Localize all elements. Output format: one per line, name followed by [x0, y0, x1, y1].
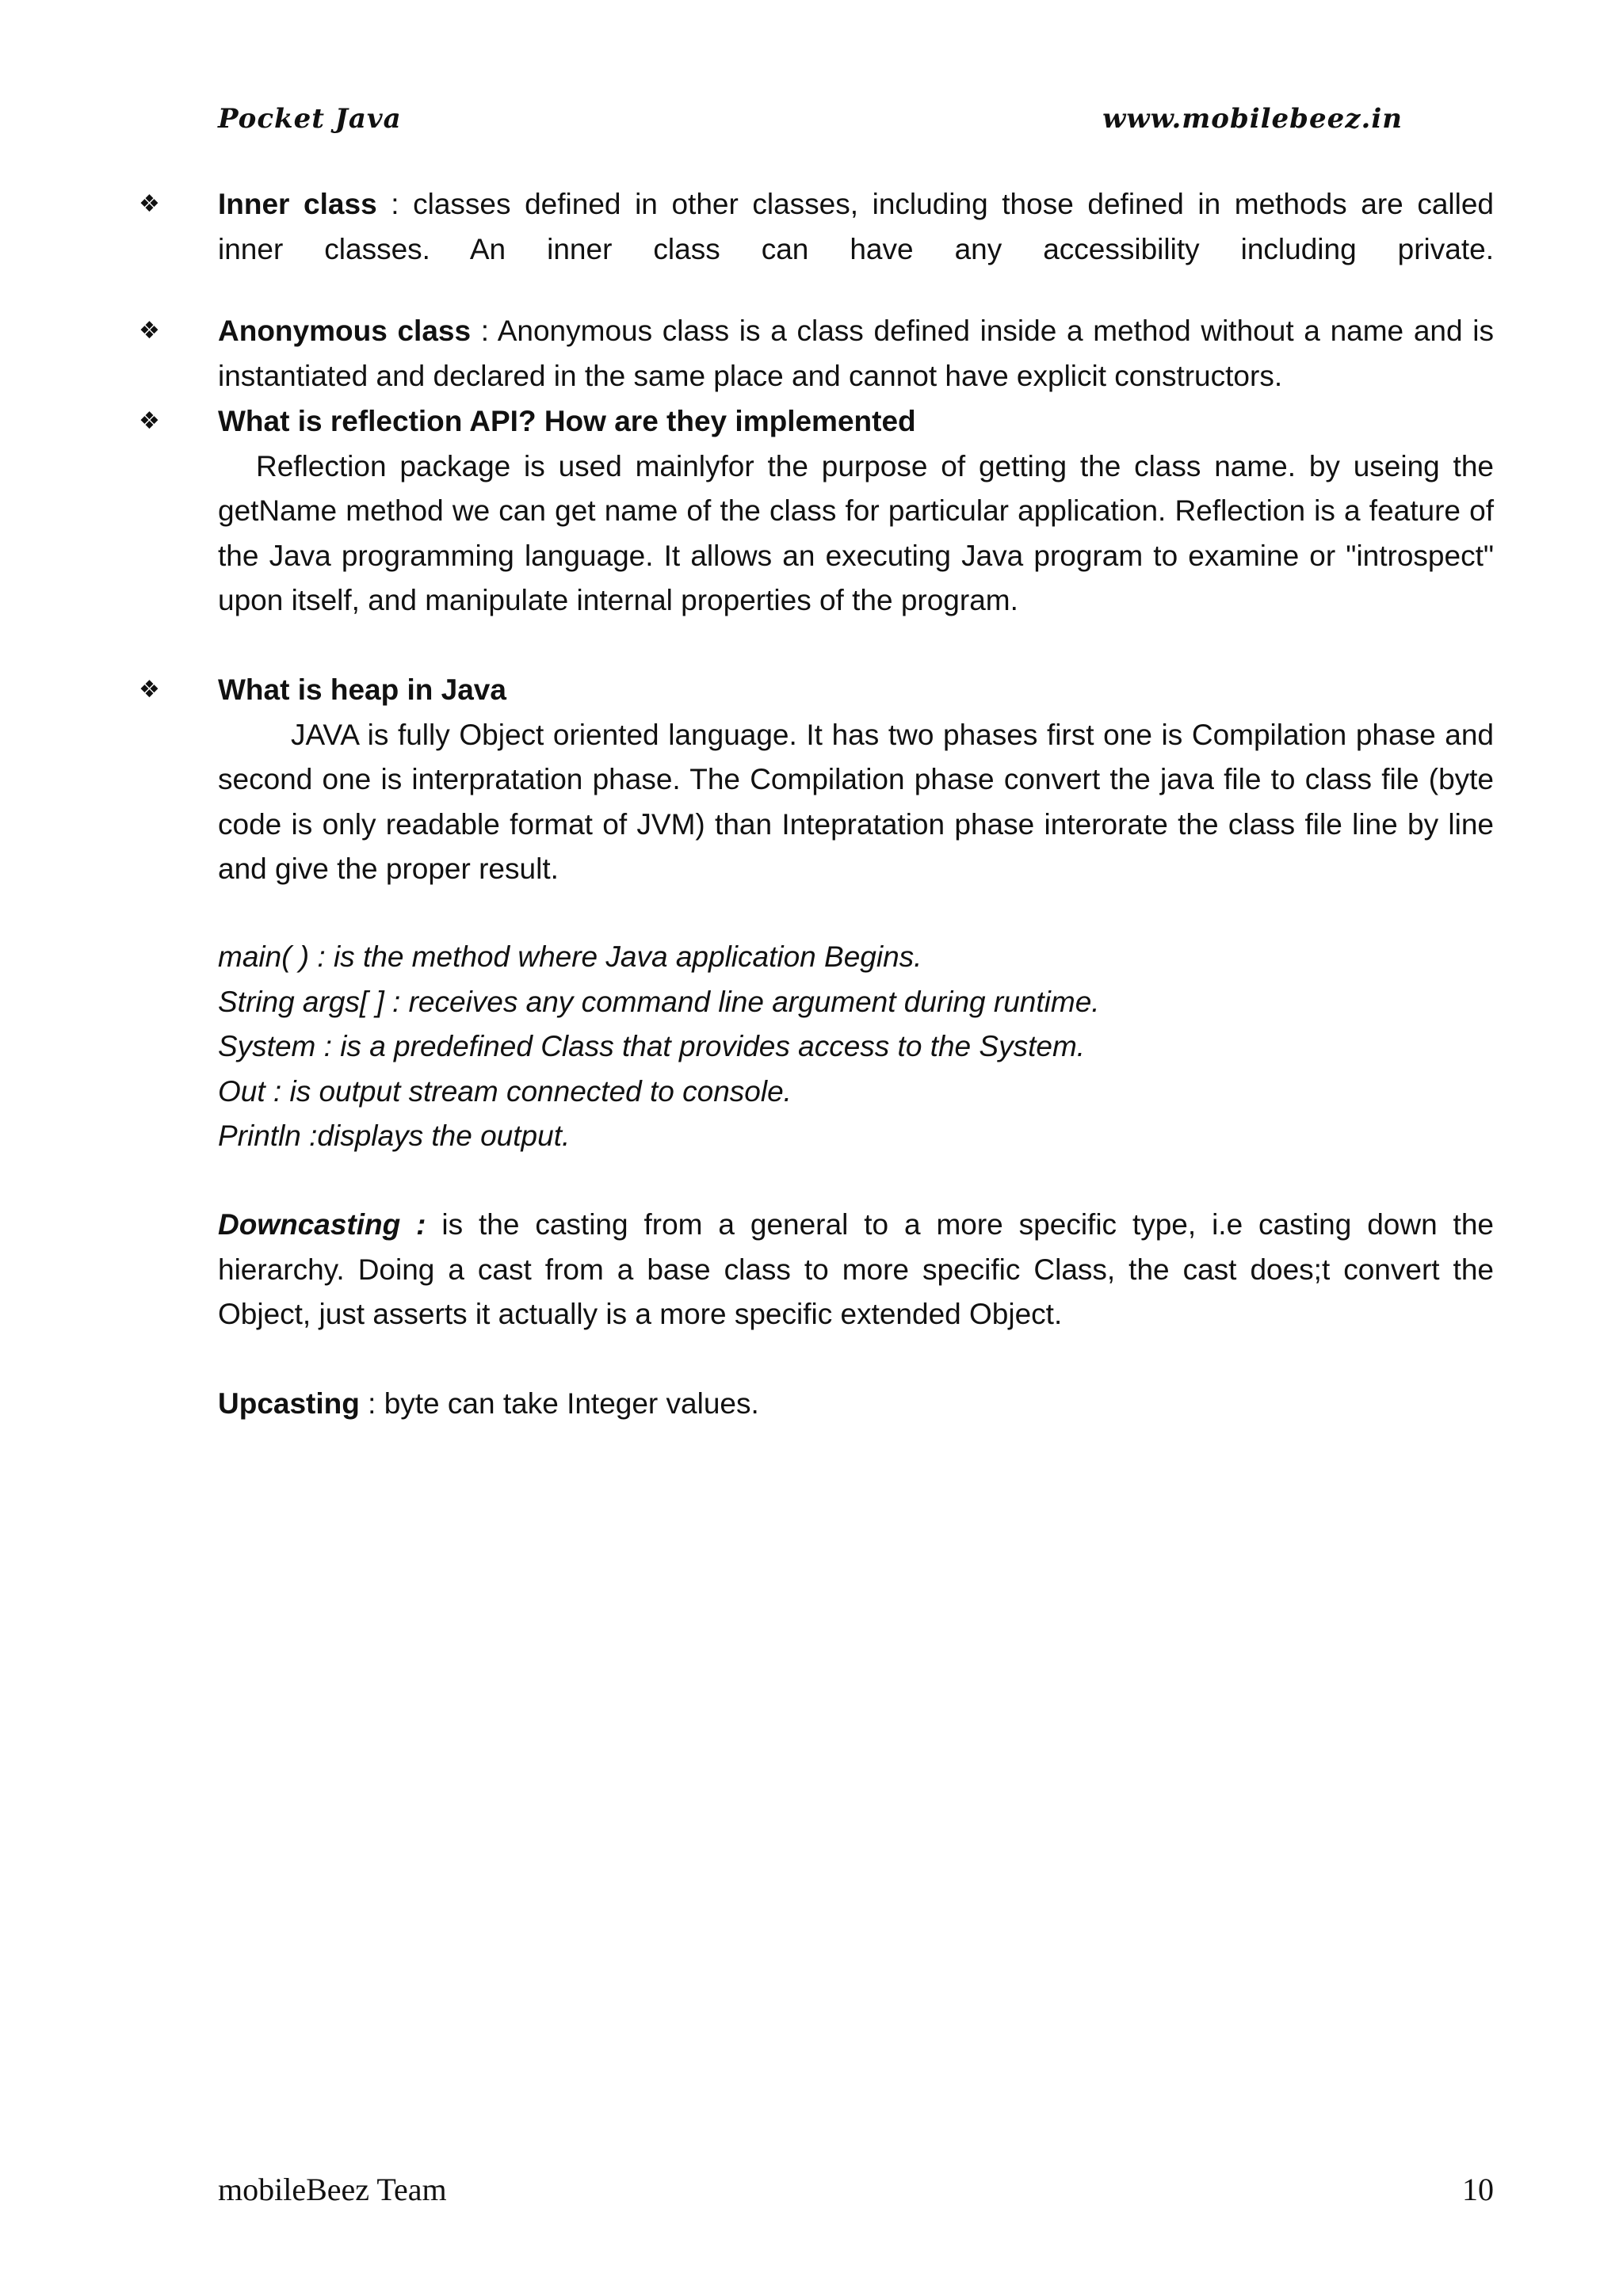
heap-text: JAVA is fully Object oriented language. It has two phases first one is Compilation phase and second one is interpratation phase. The Compilation phase convert the java file to class file (byte code is only readable format of JVM) than Intepratation phase interorate the class file line by line and give the proper result.: [218, 718, 1494, 885]
heap-heading: What is heap in Java: [218, 673, 506, 706]
diamond-bullet-icon: ❖: [139, 317, 160, 345]
heap-paragraph: [218, 713, 1494, 892]
definition-main: main( ) : is the method where Java application Begins.: [218, 940, 922, 973]
page-number: 10: [1462, 2172, 1494, 2207]
anonymous-class-term: Anonymous class: [218, 315, 472, 347]
header-title: Pocket Java: [218, 103, 402, 135]
diamond-bullet-icon: ❖: [139, 676, 160, 704]
inner-class-text1: : classes defined in other classes, including those defined in methods are called: [376, 188, 1494, 220]
item-inner-class: [139, 182, 1494, 272]
heap-indent: [218, 719, 291, 751]
upcasting-text: : byte can take Integer values.: [359, 1387, 759, 1420]
footer-team: mobileBeez Team: [218, 2172, 447, 2207]
upcasting-term: Upcasting: [218, 1387, 360, 1420]
item-anonymous-class: [139, 309, 1494, 399]
definition-out: Out : is output stream connected to console.: [218, 1074, 792, 1108]
definition-system: System : is a predefined Class that provides access to the System.: [218, 1030, 1086, 1062]
definition-string-args: String args[ ] : receives any command line argument during runtime.: [218, 985, 1100, 1018]
inner-class-term: Inner class: [218, 188, 377, 220]
anonymous-class-text: : Anonymous class is a class defined inside a method without a name and is instantiated and declared in the same place and cannot have explicit constructors.: [218, 315, 1494, 392]
downcasting-text: is the casting from a general to a more specific type, i.e casting down the hierarchy. Doing a cast from a base class to more specific Class, the cast does;t convert the Object, just asserts it actually is a more specific extended Object.: [218, 1208, 1494, 1330]
downcasting-paragraph: [218, 1203, 1494, 1337]
method-definitions: [218, 935, 1494, 1159]
item-heap: [139, 668, 1494, 892]
diamond-bullet-icon: ❖: [139, 190, 160, 218]
downcasting-term: Downcasting :: [218, 1208, 426, 1241]
definition-println: Println :displays the output.: [218, 1119, 571, 1152]
reflection-indent: [218, 450, 256, 482]
upcasting-paragraph: [218, 1382, 1494, 1427]
reflection-text: Reflection package is used mainlyfor the purpose of getting the class name. by useing the getName method we can get name of the class for particular application. Reflection is a feature of the Java programming language. It allows an executing Java program to examine or "introspect" upon itself, and manipulate internal properties of the program.: [218, 449, 1494, 616]
page-header: [218, 103, 1403, 143]
header-website: www.mobilebeez.in: [1102, 103, 1403, 135]
inner-class-line1: [218, 182, 1494, 227]
item-reflection-api: [139, 399, 1494, 624]
reflection-paragraph: [218, 444, 1494, 624]
page-footer: [218, 2171, 1494, 2210]
reflection-heading: What is reflection API? How are they implemented: [218, 405, 916, 437]
inner-class-line2: inner classes. An inner class can have any accessibility including private.: [218, 232, 1494, 265]
diamond-bullet-icon: ❖: [139, 407, 160, 435]
